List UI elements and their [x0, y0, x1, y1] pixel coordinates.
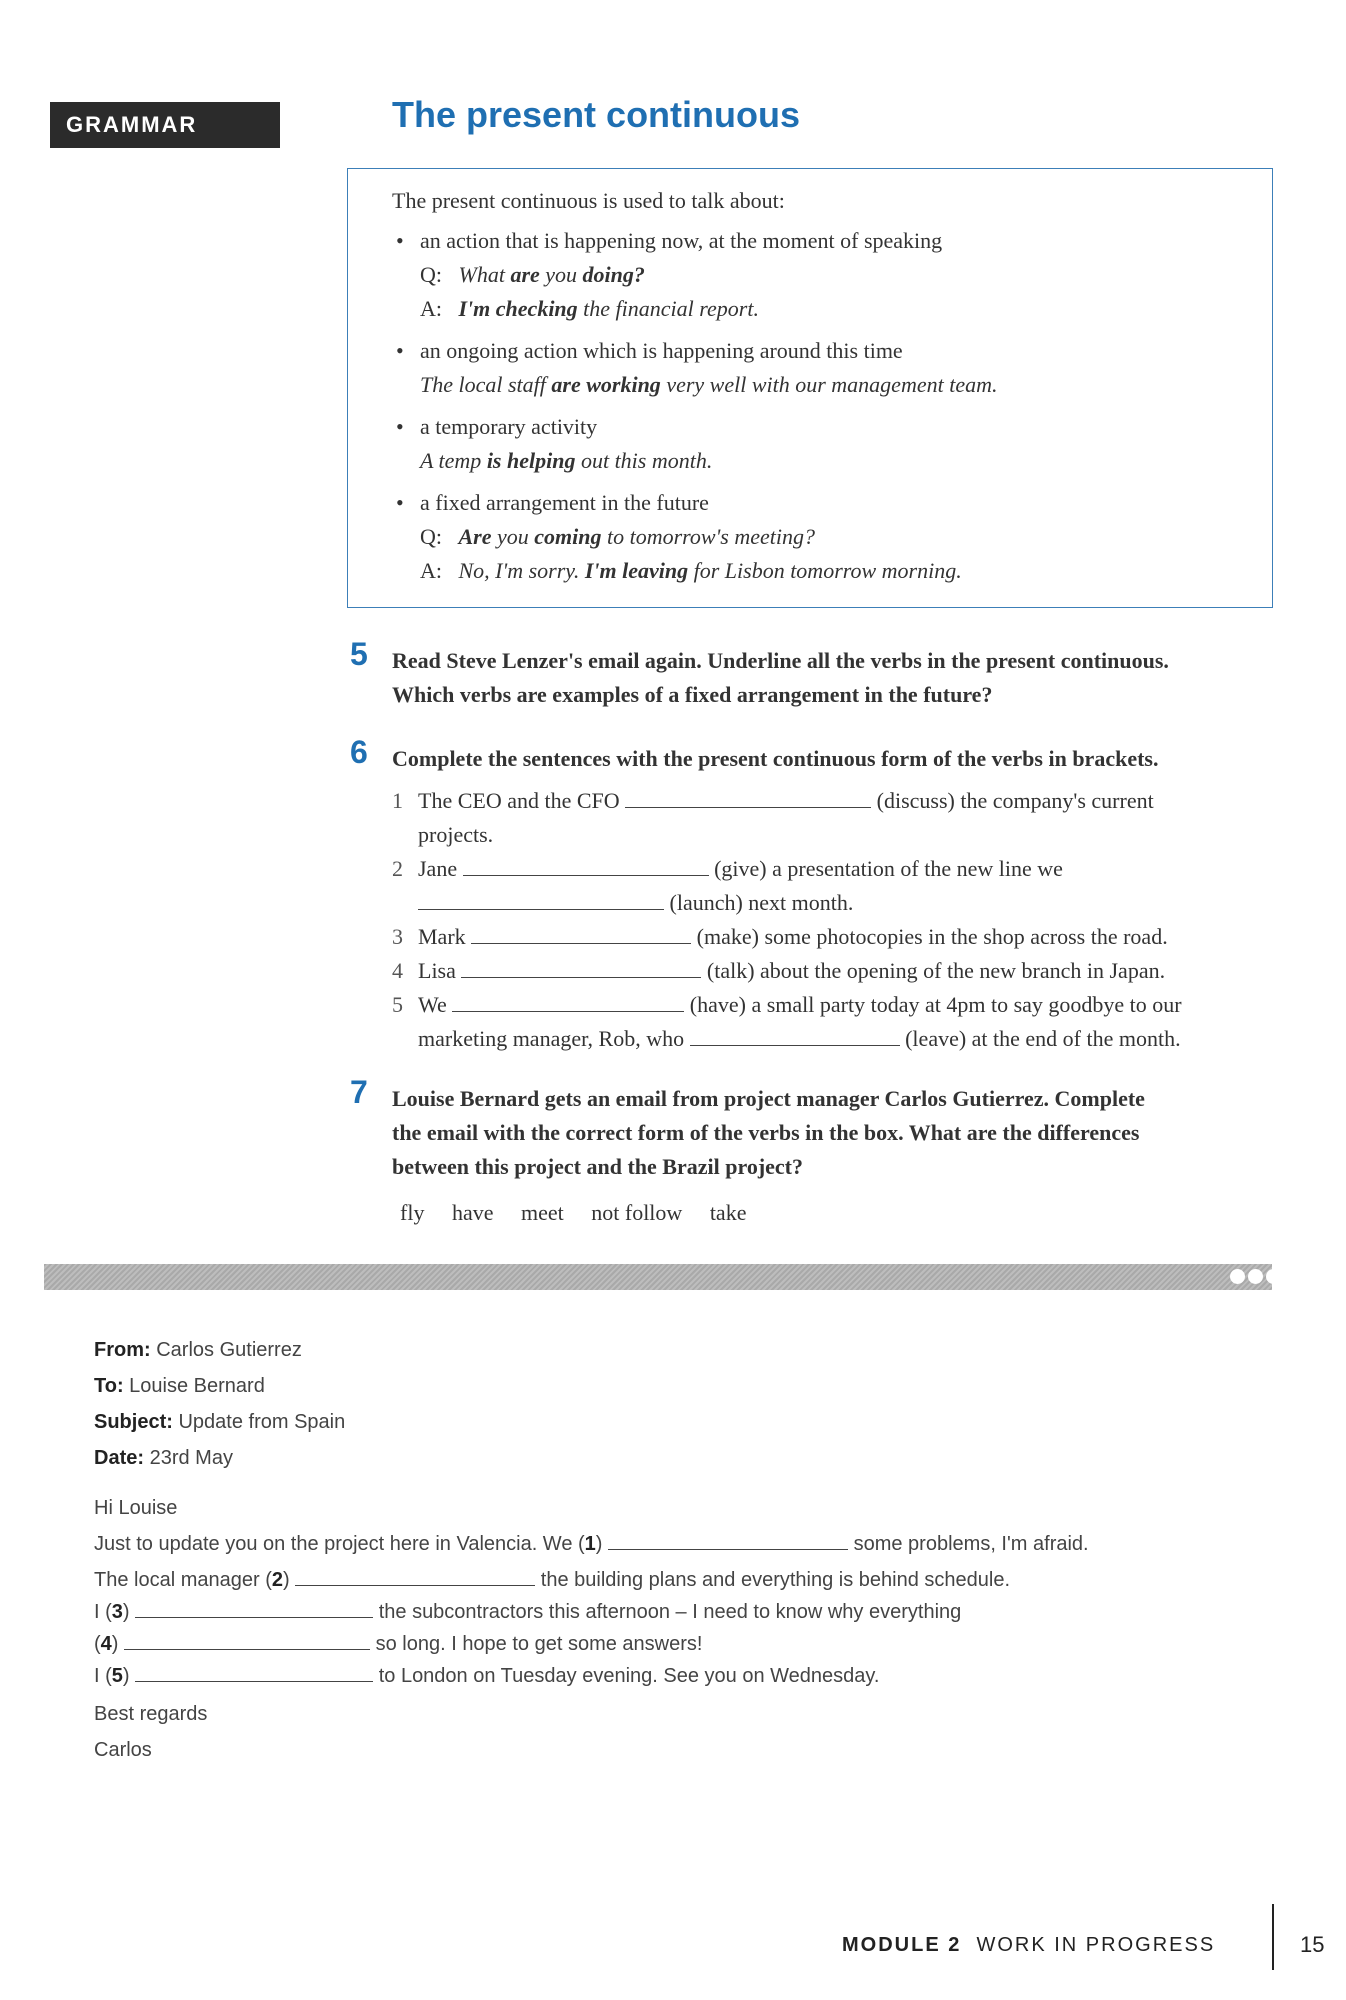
footer-module: MODULE 2 WORK IN PROGRESS: [842, 1934, 1216, 1956]
window-dot-icon: [1230, 1269, 1245, 1284]
page-title: The present continuous: [392, 94, 801, 135]
answer-blank[interactable]: [295, 1567, 535, 1586]
word-box-item: have: [451, 1200, 494, 1225]
exercise-5-instruction-line-2: Which verbs are examples of a fixed arrangement in the future?: [392, 682, 993, 707]
answer-blank[interactable]: [418, 887, 664, 910]
grammar-bullet-4: • a fixed arrangement in the future: [420, 488, 709, 518]
exercise-7-instruction-line-1: Louise Bernard gets an email from project manager Carlos Gutierrez. Complete: [392, 1086, 1145, 1111]
answer-blank[interactable]: [608, 1531, 848, 1550]
exercise-5-instruction-line-1: Read Steve Lenzer's email again. Underline all the verbs in the present continuous.: [392, 648, 1169, 673]
email-greeting: Hi Louise: [94, 1497, 178, 1519]
email-to: To: Louise Bernard: [94, 1375, 265, 1397]
window-dot-icon: [1266, 1269, 1281, 1284]
answer-blank[interactable]: [690, 1023, 900, 1046]
grammar-example-4a: A: No, I'm sorry. I'm leaving for Lisbon tomorrow morning.: [420, 558, 962, 583]
answer-blank[interactable]: [463, 853, 709, 876]
window-dot-icon: [1248, 1269, 1263, 1284]
exercise-6-instruction: Complete the sentences with the present continuous form of the verbs in brackets.: [392, 746, 1159, 771]
answer-blank[interactable]: [452, 989, 684, 1012]
email-signature: Carlos: [94, 1739, 152, 1761]
answer-blank[interactable]: [625, 785, 871, 808]
answer-blank[interactable]: [124, 1631, 370, 1650]
email-line-2: The local manager (2) the building plans and everything is behind schedule.: [94, 1569, 1011, 1591]
grammar-example-2: The local staff are working very well with our management team.: [420, 372, 998, 397]
grammar-label: GRAMMAR: [50, 102, 280, 148]
exercise-6-sentence-1: 1 The CEO and the CFO (discuss) the company's current: [392, 784, 1154, 818]
exercise-6-sentence-2-cont: (launch) next month.: [418, 886, 853, 920]
email-line-5: I (5) to London on Tuesday evening. See you on Wednesday.: [94, 1665, 880, 1687]
email-subject: Subject: Update from Spain: [94, 1411, 346, 1433]
exercise-6-sentence-1-cont: projects.: [418, 822, 494, 847]
email-line-3: I (3) the subcontractors this afternoon – I need to know why everything: [94, 1601, 962, 1623]
exercise-6-number: 6: [350, 734, 368, 770]
exercise-7-number: 7: [350, 1074, 368, 1110]
word-box-item: not follow: [591, 1200, 683, 1225]
email-signoff: Best regards: [94, 1703, 208, 1725]
grammar-intro: The present continuous is used to talk about:: [392, 188, 785, 213]
exercise-5-number: 5: [350, 636, 368, 672]
email-date: Date: 23rd May: [94, 1447, 233, 1469]
grammar-bullet-2: • an ongoing action which is happening around this time: [420, 336, 903, 366]
grammar-example-1q: Q: What are you doing?: [420, 262, 645, 287]
word-box-item: meet: [520, 1200, 564, 1225]
word-box-item: take: [709, 1200, 747, 1225]
email-line-4: (4) so long. I hope to get some answers!: [94, 1633, 703, 1655]
answer-blank[interactable]: [135, 1663, 373, 1682]
exercise-6-sentence-5: 5 We (have) a small party today at 4pm to say goodbye to our: [392, 988, 1182, 1022]
exercise-7-instruction-line-3: between this project and the Brazil project?: [392, 1154, 804, 1179]
exercise-6-sentence-5-cont: marketing manager, Rob, who (leave) at the end of the month.: [418, 1022, 1181, 1056]
grammar-bullet-1: • an action that is happening now, at the moment of speaking: [420, 226, 942, 256]
email-line-1: Just to update you on the project here in Valencia. We (1) some problems, I'm afraid.: [94, 1533, 1089, 1555]
grammar-example-1a: A: I'm checking the financial report.: [420, 296, 759, 321]
exercise-6-sentence-3: 3 Mark (make) some photocopies in the shop across the road.: [392, 920, 1168, 954]
exercise-6-sentence-4: 4 Lisa (talk) about the opening of the new branch in Japan.: [392, 954, 1165, 988]
grammar-example-3: A temp is helping out this month.: [420, 448, 713, 473]
word-box: [400, 1196, 746, 1230]
email-from: From: Carlos Gutierrez: [94, 1339, 302, 1361]
answer-blank[interactable]: [461, 955, 701, 978]
exercise-6-sentence-2: 2 Jane (give) a presentation of the new line we: [392, 852, 1063, 886]
footer-divider: [1272, 1904, 1274, 1970]
grammar-example-4q: Q: Are you coming to tomorrow's meeting?: [420, 524, 816, 549]
exercise-7-instruction-line-2: the email with the correct form of the verbs in the box. What are the differences: [392, 1120, 1140, 1145]
word-box-item: fly: [400, 1200, 425, 1225]
page-number: 15: [1300, 1932, 1325, 1957]
answer-blank[interactable]: [135, 1599, 373, 1618]
answer-blank[interactable]: [471, 921, 691, 944]
grammar-bullet-3: • a temporary activity: [420, 412, 597, 442]
email-window-bar: [44, 1264, 1272, 1290]
